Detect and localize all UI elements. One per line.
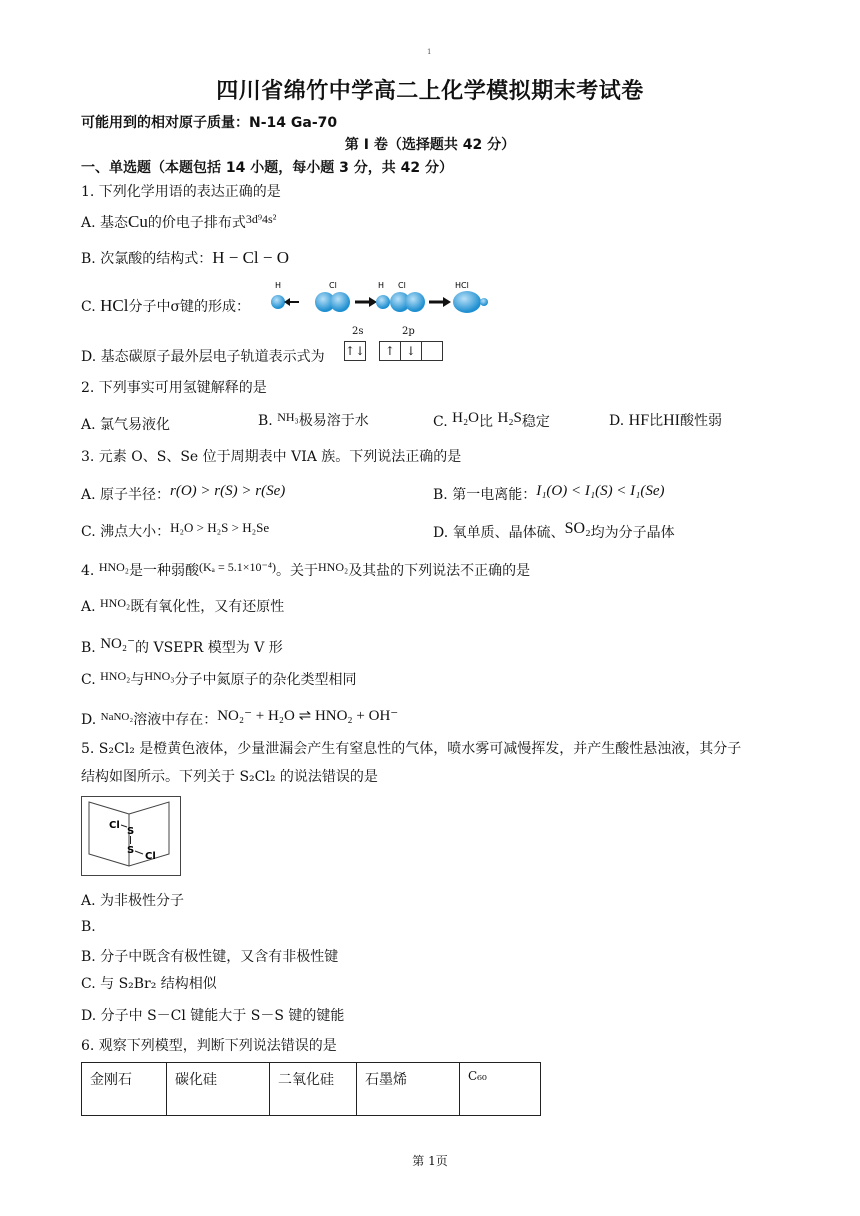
q1-b-text: B. 次氯酸的结构式： — [81, 251, 213, 267]
q2-c-mid: 比 — [479, 414, 494, 430]
q1-c-hcl: HCl — [100, 296, 129, 315]
q1-a-prefix: A. 基态 — [81, 215, 129, 231]
q3-option-d — [433, 520, 675, 542]
table-cell-silicon-carbide: 碳化硅 — [167, 1063, 270, 1116]
question-2-stem: 2. 下列事实可用氢键解释的是 — [81, 380, 267, 396]
question-5-stem-line-2: 结构如图所示。下列关于 S₂Cl₂ 的说法错误的是 — [81, 769, 378, 785]
q4-b-text: 的 VSEPR 模型为 V 形 — [135, 640, 283, 656]
q4-option-b — [81, 634, 283, 657]
q3-option-a — [81, 483, 285, 504]
q4-c-text: 分子中氮原子的杂化类型相同 — [174, 672, 357, 688]
q1-option-b — [81, 248, 289, 268]
atomic-mass-note: 可能用到的相对原子质量：N-14 Ga-70 — [81, 115, 338, 131]
hcl-small-lobe — [480, 298, 488, 306]
q5-option-c: C. 与 S₂Br₂ 结构相似 — [81, 976, 217, 992]
q4-num: 4. — [81, 563, 99, 579]
q2-option-b — [258, 410, 369, 430]
q1-c-text: 分子中σ键的形成： — [128, 299, 251, 315]
cl-orbital-overlap-right — [405, 292, 425, 312]
atom-s-1: S — [127, 826, 135, 837]
cl-p-orbital-right — [330, 292, 350, 312]
q2-c-prefix: C. — [433, 414, 453, 430]
q4-c-prefix: C. — [81, 672, 101, 688]
q4-formula-2: HNO₂ — [318, 560, 349, 574]
label-h-2: H — [378, 281, 385, 290]
q1-d-text: D. 基态碳原子最外层电子轨道表示式为 — [81, 349, 325, 365]
q4-a-text: 既有氧化性，又有还原性 — [130, 599, 285, 615]
q4-b-prefix: B. — [81, 640, 101, 656]
q2-option-c — [433, 410, 550, 431]
q2-d-formula-1: HF — [628, 412, 650, 429]
q3-option-c — [81, 520, 269, 541]
q1-c-prefix: C. — [81, 299, 101, 315]
q2-option-a: A. 氯气易液化 — [81, 417, 171, 433]
table-cell-graphene: 石墨烯 — [357, 1063, 460, 1116]
orbital-2s: ↑↓ — [344, 341, 366, 361]
q2-option-d — [609, 410, 722, 430]
q1-a-mid: 的价电子排布式 — [147, 215, 246, 231]
question-6-stem: 6. 观察下列模型，判断下列说法错误的是 — [81, 1038, 337, 1054]
q3-a-text: A. 原子半径： — [81, 487, 171, 503]
arrow-2-head — [443, 297, 451, 307]
h-orbital-overlap — [376, 295, 390, 309]
q4-a-prefix: A. — [81, 599, 101, 615]
atom-cl-1: Cl — [109, 820, 120, 831]
q2-c-formula-2: H₂S — [497, 410, 522, 426]
label-h-1: H — [275, 281, 282, 290]
table-cell-silicon-dioxide: 二氧化硅 — [270, 1063, 357, 1116]
sigma-bond-formation-diagram — [265, 276, 495, 320]
q3-a-formula: r(O) > r(S) > r(Se) — [170, 483, 286, 499]
page-number: 第 1页 — [412, 1154, 448, 1168]
q5-option-b-blank: B. — [81, 919, 96, 935]
q4-option-a — [81, 596, 284, 616]
arrow-head-left — [284, 298, 290, 306]
q4-d-formula: NaNO₂ — [100, 711, 134, 723]
q4-option-c — [81, 669, 357, 689]
q4-ka: (Kₐ = 5.1×10⁻⁴) — [199, 560, 276, 574]
label-hcl: HCl — [455, 281, 469, 290]
crystal-model-table — [81, 1062, 541, 1116]
q5-option-a: A. 为非极性分子 — [81, 893, 185, 909]
q2-c-formula-1: H₂O — [452, 410, 480, 426]
q4-formula-1: HNO₂ — [98, 560, 129, 574]
q3-b-formula: I₁(O) < I₁(S) < I₁(Se) — [536, 483, 665, 499]
orbital-label-2p: 2p — [402, 326, 415, 337]
q2-b-text: 极易溶于水 — [298, 413, 369, 429]
atom-cl-2: Cl — [145, 851, 156, 862]
q2-d-formula-2: HI — [663, 412, 680, 429]
section-heading: 第 I 卷（选择题共 42 分） — [344, 137, 516, 153]
q5-option-b: B. 分子中既含有极性键，又含有非极性键 — [81, 949, 339, 965]
table-cell-c60: C₆₀ — [460, 1063, 541, 1116]
orbital-2p-2: ↓ — [401, 341, 422, 361]
q3-option-b — [433, 483, 665, 504]
h-atom-orbital — [271, 295, 285, 309]
q1-option-a — [81, 212, 276, 232]
question-1-stem: 1. 下列化学用语的表达正确的是 — [81, 184, 281, 200]
question-5-stem-line-1: 5. S₂Cl₂ 是橙黄色液体，少量泄漏会产生有窒息性的气体，喷水雾可减慢挥发，并产生酸性悬浊液，其分子 — [81, 741, 742, 757]
hcl-sigma-orbital — [453, 291, 481, 313]
q3-b-text: B. 第一电离能： — [433, 487, 537, 503]
q2-d-prefix: D. — [609, 413, 629, 429]
table-row — [82, 1063, 541, 1116]
q3-c-text: C. 沸点大小： — [81, 524, 171, 540]
q1-a-cu: Cu — [128, 212, 148, 231]
q1-option-d — [81, 346, 325, 366]
orbital-box-diagram — [344, 341, 443, 361]
q3-d-text2: 均为分子晶体 — [590, 525, 675, 541]
q4-text-2: 。关于 — [276, 563, 318, 579]
q2-c-text: 稳定 — [521, 414, 550, 430]
exam-title: 四川省绵竹中学高二上化学模拟期末考试卷 — [216, 79, 644, 104]
q3-d-text: D. 氧单质、晶体硫、 — [433, 525, 565, 541]
label-cl-1: Cl — [329, 281, 337, 290]
s2cl2-structure-figure — [81, 796, 181, 876]
orbital-2p-1: ↑ — [379, 341, 401, 361]
q4-a-formula: HNO₂ — [100, 596, 131, 610]
q1-b-formula: H − Cl − O — [212, 248, 289, 267]
part-heading: 一、单选题（本题包括 14 小题，每小题 3 分，共 42 分） — [81, 160, 453, 176]
question-3-stem: 3. 元素 O、S、Se 位于周期表中 VIA 族。下列说法正确的是 — [81, 449, 462, 465]
q4-option-d — [81, 706, 398, 729]
q1-a-config: 3d⁹4s² — [245, 212, 277, 226]
q1-option-c — [81, 296, 250, 316]
q5-option-d: D. 分子中 S－Cl 键能大于 S－S 键的键能 — [81, 1008, 345, 1024]
q2-b-prefix: B. — [258, 413, 278, 429]
q4-text-3: 及其盐的下列说法不正确的是 — [348, 563, 531, 579]
q4-d-equation: NO₂⁻ + H₂O ⇌ HNO₂ + OH⁻ — [217, 708, 399, 724]
q2-d-text: 酸性弱 — [679, 413, 722, 429]
q2-b-formula: NH₃ — [277, 410, 299, 424]
q4-text-1: 是一种弱酸 — [129, 563, 199, 579]
orbital-2p-3 — [422, 341, 443, 361]
q4-d-prefix: D. — [81, 712, 101, 728]
label-cl-2: Cl — [398, 281, 406, 290]
q4-c-formula-2: HNO₃ — [144, 669, 175, 683]
q4-c-mid: 与 — [130, 672, 145, 688]
page-top-mark: 1 — [427, 48, 432, 56]
atom-s-2: S — [127, 845, 135, 856]
q4-c-formula-1: HNO₂ — [100, 669, 131, 683]
q4-d-text: 溶液中存在： — [133, 712, 218, 728]
question-4-stem — [81, 560, 530, 580]
orbital-label-2s: 2s — [352, 326, 364, 337]
arrow-1-head — [369, 297, 377, 307]
table-cell-diamond: 金刚石 — [82, 1063, 167, 1116]
q4-b-formula: NO₂⁻ — [100, 636, 136, 652]
q2-d-mid: 比 — [649, 413, 664, 429]
q3-c-formula: H₂O > H₂S > H₂Se — [170, 520, 270, 535]
q3-d-formula: SO₂ — [564, 520, 591, 537]
